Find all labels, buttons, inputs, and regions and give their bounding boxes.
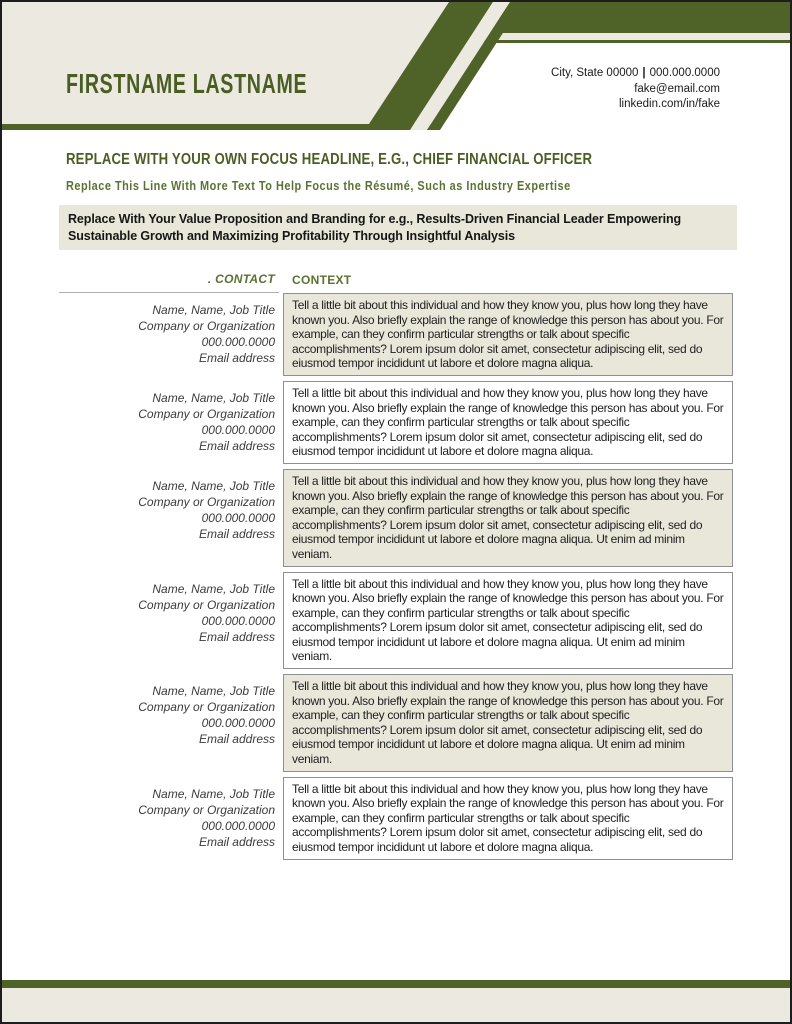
references-table: [59, 272, 733, 865]
contact-city-state: City, State 00000: [551, 67, 639, 79]
reference-name: Name, Name, Job Title: [152, 390, 275, 405]
header-green-rule: [483, 40, 790, 43]
reference-context-box: Tell a little bit about this individual and how they know you, plus how long they have known you. Also briefly explain the range of knowledge this person has about you. For example, can they confirm particular strengths or talk about specific accomplishments? Lorem ipsum dolor sit amet, consectetur adipiscing elit, sed do eiusmod tempor incididunt ut labore et dolore magna aliqua.: [283, 777, 733, 860]
footer-green-bar: [2, 980, 790, 988]
reference-phone: 000.000.0000: [201, 422, 275, 437]
reference-row: [59, 674, 733, 772]
reference-contact-block: [59, 777, 279, 860]
reference-email: Email address: [198, 629, 275, 644]
header-beige-rule: [485, 33, 790, 40]
contact-column-header: . CONTACT: [59, 272, 279, 293]
reference-phone: 000.000.0000: [201, 818, 275, 833]
contact-email: fake@email.com: [634, 82, 720, 95]
reference-context-box: Tell a little bit about this individual and how they know you, plus how long they have known you. Also briefly explain the range of knowledge this person has about you. For example, can they confirm particular strengths or talk about specific accomplishments? Lorem ipsum dolor sit amet, consectetur adipiscing elit, sed do eiusmod tempor incididunt ut labore et dolore magna aliqua. Ut enim ad minim veniam.: [283, 674, 733, 772]
reference-company: Company or Organization: [138, 597, 275, 612]
contact-line-city-phone: [551, 66, 720, 82]
reference-context-box: Tell a little bit about this individual and how they know you, plus how long they have known you. Also briefly explain the range of knowledge this person has about you. For example, can they confirm particular strengths or talk about specific accomplishments? Lorem ipsum dolor sit amet, consectetur adipiscing elit, sed do eiusmod tempor incididunt ut labore et dolore magna aliqua. Ut enim ad minim veniam.: [283, 572, 733, 670]
focus-subheadline: Replace This Line With More Text To Help Focus the Résumé, Such as Industry Expertise: [66, 178, 571, 193]
reference-email: Email address: [198, 526, 275, 541]
reference-contact-block: [59, 293, 279, 376]
header-contact-block: [551, 66, 720, 113]
reference-contact-block: [59, 381, 279, 464]
contact-separator: |: [642, 67, 646, 79]
reference-row: [59, 469, 733, 567]
reference-context-box: Tell a little bit about this individual and how they know you, plus how long they have known you. Also briefly explain the range of knowledge this person has about you. For example, can they confirm particular strengths or talk about specific accomplishments? Lorem ipsum dolor sit amet, consectetur adipiscing elit, sed do eiusmod tempor incididunt ut labore et dolore magna aliqua.: [283, 293, 733, 376]
reference-email: Email address: [198, 438, 275, 453]
reference-company: Company or Organization: [138, 406, 275, 421]
reference-row: [59, 381, 733, 464]
reference-contact-block: [59, 572, 279, 670]
header-top-right-band: [490, 2, 790, 33]
reference-row: [59, 572, 733, 670]
reference-company: Company or Organization: [138, 494, 275, 509]
reference-phone: 000.000.0000: [201, 716, 275, 731]
reference-contact-block: [59, 674, 279, 772]
reference-email: Email address: [198, 834, 275, 849]
reference-name: Name, Name, Job Title: [152, 303, 275, 317]
value-proposition-box: Replace With Your Value Proposition and Branding for e.g., Results-Driven Financial Leader Empowering Sustainable Growth and Maximizing Profitability Through Insightful Analysis: [59, 205, 737, 250]
footer-beige-band: [2, 988, 790, 1022]
context-column-header: CONTEXT: [292, 273, 352, 287]
reference-name: Name, Name, Job Title: [152, 478, 275, 493]
reference-phone: 000.000.0000: [201, 613, 275, 628]
reference-email: Email address: [198, 351, 275, 365]
page-title-name: FIRSTNAME LASTNAME: [66, 68, 308, 99]
reference-name: Name, Name, Job Title: [152, 684, 275, 699]
contact-linkedin: linkedin.com/in/fake: [619, 98, 720, 110]
reference-context-box: Tell a little bit about this individual and how they know you, plus how long they have known you. Also briefly explain the range of knowledge this person has about you. For example, can they confirm particular strengths or talk about specific accomplishments? Lorem ipsum dolor sit amet, consectetur adipiscing elit, sed do eiusmod tempor incididunt ut labore et dolore magna aliqua.: [283, 381, 733, 464]
reference-phone: 000.000.0000: [201, 335, 275, 349]
references-header-row: [59, 272, 733, 293]
reference-name: Name, Name, Job Title: [152, 786, 275, 801]
reference-phone: 000.000.0000: [201, 510, 275, 525]
focus-headline: REPLACE WITH YOUR OWN FOCUS HEADLINE, E.G., CHIEF FINANCIAL OFFICER: [66, 151, 593, 168]
reference-email: Email address: [198, 732, 275, 747]
contact-phone: 000.000.0000: [649, 67, 720, 79]
reference-company: Company or Organization: [138, 802, 275, 817]
reference-contact-block: [59, 469, 279, 567]
reference-row: [59, 777, 733, 860]
reference-context-box: Tell a little bit about this individual and how they know you, plus how long they have known you. Also briefly explain the range of knowledge this person has about you. For example, can they confirm particular strengths or talk about specific accomplishments? Lorem ipsum dolor sit amet, consectetur adipiscing elit, sed do eiusmod tempor incididunt ut labore et dolore magna aliqua. Ut enim ad minim veniam.: [283, 469, 733, 567]
reference-name: Name, Name, Job Title: [152, 581, 275, 596]
reference-company: Company or Organization: [138, 700, 275, 715]
reference-row: [59, 293, 733, 376]
reference-company: Company or Organization: [138, 319, 275, 333]
